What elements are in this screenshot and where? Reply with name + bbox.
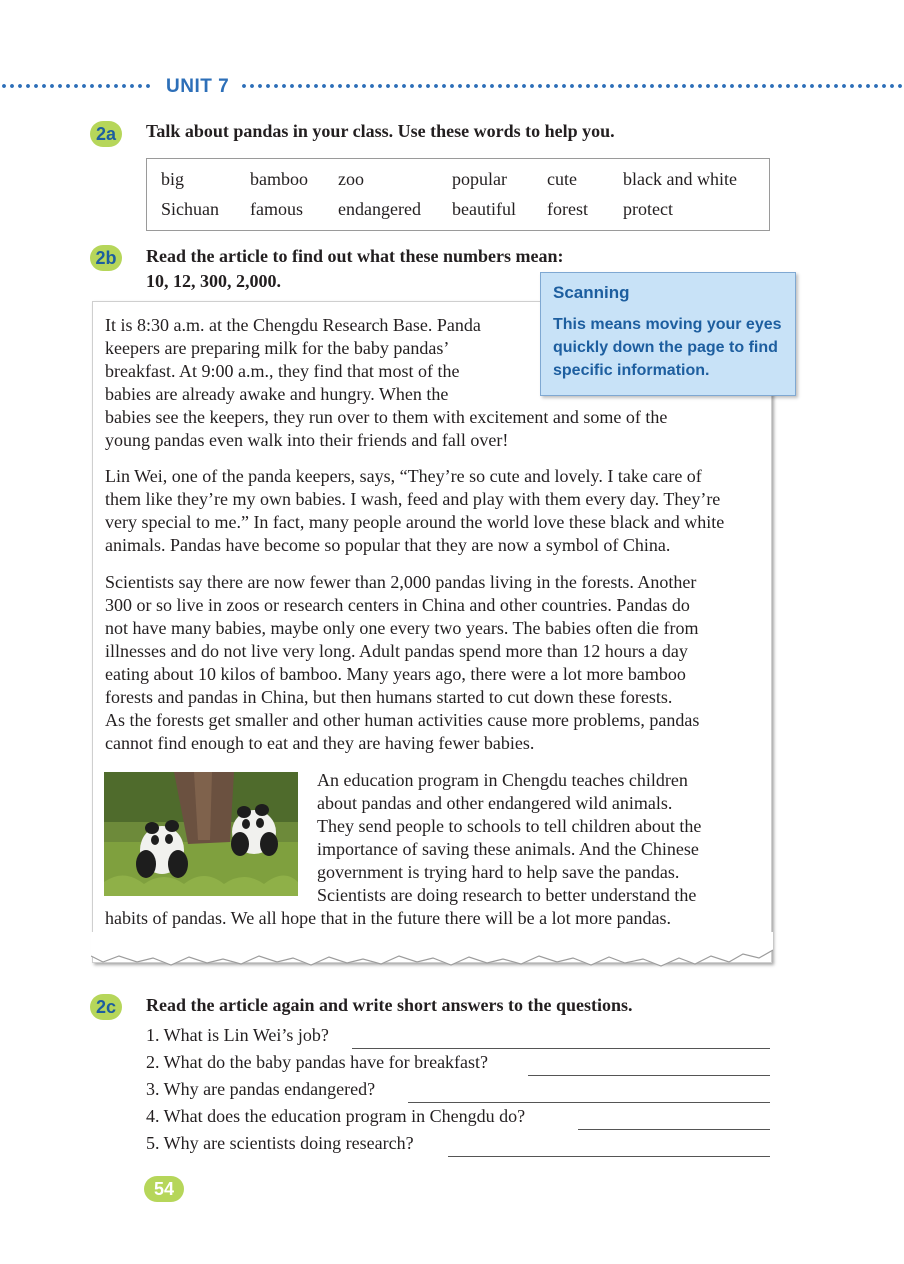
instruction-2b-line2: 10, 12, 300, 2,000. bbox=[146, 271, 281, 291]
word: endangered bbox=[338, 199, 421, 219]
question-text: 4. What does the education program in Chengdu do? bbox=[146, 1106, 526, 1126]
text-line: As the forests get smaller and other human activities cause more problems, pandas bbox=[105, 710, 700, 730]
text-line: It is 8:30 a.m. at the Chengdu Research Base. Panda bbox=[105, 315, 481, 335]
text-line: Scientists say there are now fewer than 2,000 pandas living in the forests. Another bbox=[105, 572, 697, 592]
text-line: them like they’re my own babies. I wash, feed and play with them every day. They’re bbox=[105, 489, 721, 509]
scanning-body: This means moving your eyes quickly down the page to find specific information. bbox=[553, 316, 782, 379]
text-line: Lin Wei, one of the panda keepers, says, “They’re so cute and lovely. I take care of bbox=[105, 466, 702, 486]
word: big bbox=[161, 169, 185, 189]
answer-line[interactable] bbox=[578, 1129, 770, 1130]
paragraph-2 bbox=[105, 465, 755, 557]
question-text: 1. What is Lin Wei’s job? bbox=[146, 1025, 329, 1045]
dotted-rule-right bbox=[240, 83, 904, 89]
section-badge-2b: 2b bbox=[90, 245, 122, 271]
word: famous bbox=[250, 199, 303, 219]
answer-line[interactable] bbox=[528, 1075, 770, 1076]
word-box bbox=[146, 158, 770, 231]
word: black and white bbox=[623, 169, 737, 189]
word: beautiful bbox=[452, 199, 516, 219]
text-line: about pandas and other endangered wild animals. bbox=[317, 793, 673, 813]
text-line: very special to me.” In fact, many people around the world love these black and white bbox=[105, 512, 725, 532]
scanning-title: Scanning bbox=[553, 283, 630, 302]
text-line: keepers are preparing milk for the baby pandas’ bbox=[105, 338, 450, 358]
scanning-tip-box bbox=[540, 272, 796, 396]
paragraph-4-last-line bbox=[105, 907, 755, 930]
text-line: Scientists are doing research to better understand the bbox=[317, 885, 697, 905]
word: cute bbox=[547, 169, 577, 189]
dotted-rule-left bbox=[0, 83, 154, 89]
question-row bbox=[146, 1133, 770, 1159]
text-line: illnesses and do not live very long. Adult pandas spend more than 12 hours a day bbox=[105, 641, 688, 661]
text-line: 300 or so live in zoos or research centers in China and other countries. Pandas do bbox=[105, 595, 690, 615]
text-line: breakfast. At 9:00 a.m., they find that most of the bbox=[105, 361, 460, 381]
text-line: eating about 10 kilos of bamboo. Many years ago, there were a lot more bamboo bbox=[105, 664, 686, 684]
question-text: 5. Why are scientists doing research? bbox=[146, 1133, 414, 1153]
torn-edge bbox=[91, 932, 773, 974]
section-badge-2c: 2c bbox=[90, 994, 122, 1020]
text-line: government is trying hard to help save the pandas. bbox=[317, 862, 680, 882]
paragraph-3 bbox=[105, 571, 755, 755]
text-line: An education program in Chengdu teaches children bbox=[317, 770, 688, 790]
question-text: 3. Why are pandas endangered? bbox=[146, 1079, 376, 1099]
text-line: babies are already awake and hungry. When the bbox=[105, 384, 449, 404]
text-line: forests and pandas in China, but then humans started to cut down these forests. bbox=[105, 687, 673, 707]
question-row bbox=[146, 1079, 770, 1105]
paragraph-4 bbox=[317, 769, 757, 907]
word: bamboo bbox=[250, 169, 308, 189]
answer-line[interactable] bbox=[448, 1156, 770, 1157]
unit-header bbox=[0, 76, 904, 98]
page-number: 54 bbox=[144, 1176, 184, 1202]
panda-photo bbox=[104, 772, 298, 896]
word: protect bbox=[623, 199, 673, 219]
text-line: habits of pandas. We all hope that in the future there will be a lot more pandas. bbox=[105, 908, 672, 928]
question-row bbox=[146, 1025, 770, 1051]
instruction-2b-line1: Read the article to find out what these numbers mean: bbox=[146, 246, 564, 266]
section-badge-2a: 2a bbox=[90, 121, 122, 147]
unit-label: UNIT 7 bbox=[166, 76, 230, 97]
text-line: animals. Pandas have become so popular that they are now a symbol of China. bbox=[105, 535, 671, 555]
word: forest bbox=[547, 199, 588, 219]
answer-line[interactable] bbox=[352, 1048, 770, 1049]
text-line: cannot find enough to eat and they are having fewer babies. bbox=[105, 733, 535, 753]
question-row bbox=[146, 1106, 770, 1132]
text-line: importance of saving these animals. And the Chinese bbox=[317, 839, 699, 859]
word: Sichuan bbox=[161, 199, 219, 219]
text-line: They send people to schools to tell children about the bbox=[317, 816, 702, 836]
instruction-2a: Talk about pandas in your class. Use these words to help you. bbox=[146, 121, 615, 141]
instruction-2c: Read the article again and write short answers to the questions. bbox=[146, 995, 633, 1015]
answer-line[interactable] bbox=[408, 1102, 770, 1103]
question-row bbox=[146, 1052, 770, 1078]
word: popular bbox=[452, 169, 507, 189]
text-line: not have many babies, maybe only one every two years. The babies often die from bbox=[105, 618, 699, 638]
question-text: 2. What do the baby pandas have for breakfast? bbox=[146, 1052, 489, 1072]
word: zoo bbox=[338, 169, 364, 189]
text-line: young pandas even walk into their friends and fall over! bbox=[105, 430, 509, 450]
text-line: babies see the keepers, they run over to them with excitement and some of the bbox=[105, 407, 668, 427]
